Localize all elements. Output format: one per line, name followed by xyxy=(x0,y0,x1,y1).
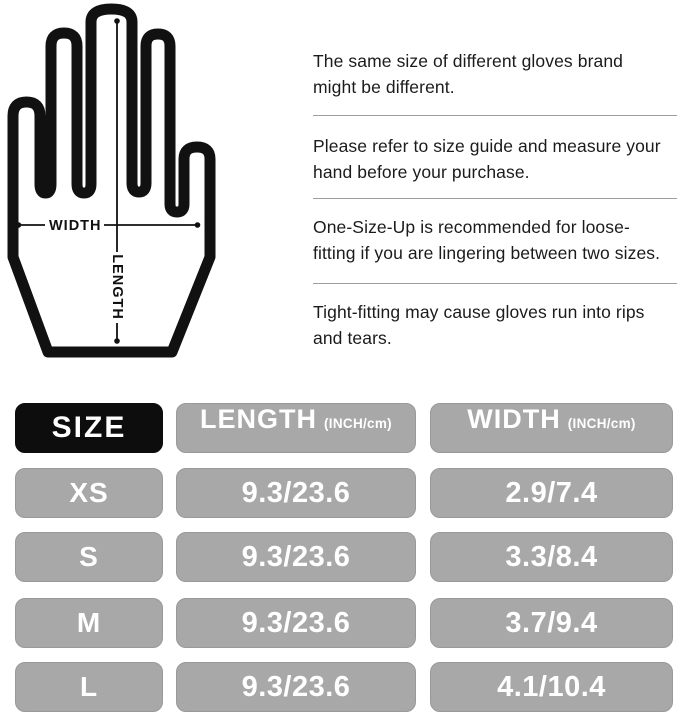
width-cell-s: 3.3/8.4 xyxy=(430,532,673,582)
width-header-label: WIDTH xyxy=(467,404,561,434)
table-header-width xyxy=(430,403,673,453)
length-cell-m: 9.3/23.6 xyxy=(176,598,416,648)
length-header-label: LENGTH xyxy=(200,404,318,434)
length-cell-s: 9.3/23.6 xyxy=(176,532,416,582)
size-cell-s: S xyxy=(15,532,163,582)
separator xyxy=(313,283,677,284)
note-one-size-up: One-Size-Up is recommended for loose-fitting if you are lingering between two sizes. xyxy=(313,217,661,263)
note-measure-before-purchase: Please refer to size guide and measure your hand before your purchase. xyxy=(313,136,661,182)
separator xyxy=(313,115,677,116)
width-cell-m: 3.7/9.4 xyxy=(430,598,673,648)
hand-outline-drawing xyxy=(0,0,300,395)
width-cell-l: 4.1/10.4 xyxy=(430,662,673,712)
width-header-unit: (INCH/cm) xyxy=(567,416,636,431)
note-brand-difference: The same size of different gloves brand might be different. xyxy=(313,51,623,97)
separator xyxy=(313,198,677,199)
length-header-unit: (INCH/cm) xyxy=(324,416,392,431)
length-cell-l: 9.3/23.6 xyxy=(176,662,416,712)
length-cell-xs: 9.3/23.6 xyxy=(176,468,416,518)
size-cell-xs: XS xyxy=(15,468,163,518)
hand-measurement-diagram xyxy=(0,0,300,395)
size-cell-l: L xyxy=(15,662,163,712)
table-header-size: SIZE xyxy=(15,403,163,453)
width-label: WIDTH xyxy=(49,218,102,234)
table-header-length xyxy=(176,403,416,453)
size-cell-m: M xyxy=(15,598,163,648)
length-label: LENGTH xyxy=(109,254,125,320)
width-cell-xs: 2.9/7.4 xyxy=(430,468,673,518)
note-tight-fitting: Tight-fitting may cause gloves run into rips and tears. xyxy=(313,302,645,348)
